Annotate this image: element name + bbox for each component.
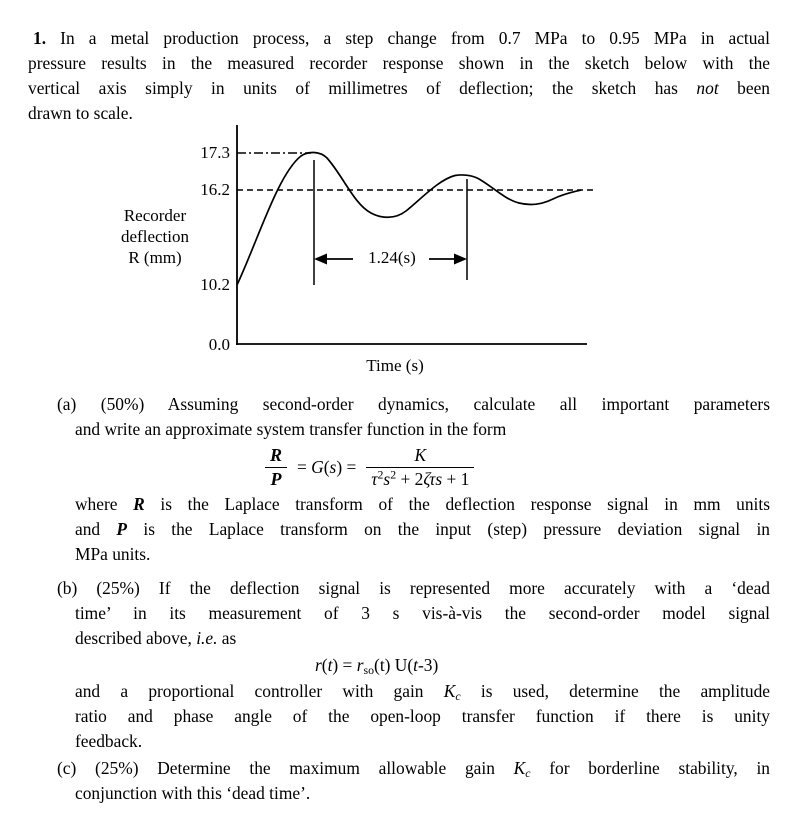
equation-middle: = G(s) =: [297, 456, 357, 477]
x-axis-title: Time (s): [366, 356, 424, 375]
text-line: described above, i.e. as: [75, 628, 237, 648]
part-c: [57, 756, 770, 806]
second-order-denominator: $\tau^2s^2 + 2\zeta\tau s + 1$: [366, 467, 474, 491]
text-line: pressure results in the measured recorder response shown in the sketch below with the: [28, 53, 770, 73]
tick-overshoot: 17.3: [200, 143, 230, 162]
text-line: MPa units.: [75, 544, 151, 564]
part-b-intro-text: [57, 576, 770, 651]
tick-steady: 16.2: [200, 180, 230, 199]
y-axis-title-line: R (mm): [128, 248, 182, 267]
part-a-intro-text: [57, 392, 770, 442]
text-line: drawn to scale.: [28, 103, 133, 123]
part-a-where-text: [75, 492, 770, 567]
dead-time-equation: $r(t) = r_{so}(t)$ U(t-3): [315, 655, 439, 677]
laplace-R: R: [270, 444, 283, 465]
text-line: and P is the Laplace transform on the input (step) pressure deviation signal in: [75, 519, 770, 539]
text-line: conjunction with this ‘dead time’.: [75, 783, 311, 803]
y-axis-title-line: Recorder: [123, 206, 187, 225]
text-line: (c) (25%) Determine the maximum allowable gain $K_c$ for borderline stability, in: [57, 758, 770, 780]
text-line: and a proportional controller with gain $K_c$ is used, determine the amplitude: [75, 681, 770, 703]
lhs-fraction: [265, 444, 287, 491]
text-line: time’ in its measurement of 3 s vis-à-vis the second-order model signal: [75, 603, 770, 623]
text-line: 1. In a metal production process, a step change from 0.7 MPa to 0.95 MPa in actual: [33, 28, 770, 48]
tick-initial: 10.2: [200, 275, 230, 294]
problem-statement: [28, 26, 770, 126]
text-line: feedback.: [75, 731, 143, 751]
period-label: 1.24(s): [356, 247, 428, 268]
part-a: [57, 392, 770, 567]
transfer-function-equation: [265, 442, 770, 492]
text-line: vertical axis simply in units of millimetres of deflection; the sketch has not been: [28, 78, 770, 98]
text-line: (b) (25%) If the deflection signal is represented more accurately with a ‘dead: [57, 578, 770, 598]
part-b: [57, 576, 770, 754]
period-arrow-head-left: [314, 254, 327, 265]
gain-K: K: [414, 444, 427, 465]
rhs-fraction: [366, 444, 474, 491]
tick-zero: 0.0: [208, 335, 230, 354]
text-line: and write an approximate system transfer function in the form: [75, 419, 507, 439]
y-axis-title: [100, 205, 210, 268]
part-b-closing-text: [75, 679, 770, 754]
text-line: (a) (50%) Assuming second-order dynamics, calculate all important parameters: [57, 394, 770, 414]
y-axis-title-line: deflection: [121, 227, 189, 246]
part-c-text: [57, 756, 770, 806]
response-sketch: [100, 122, 760, 377]
text-line: ratio and phase angle of the open-loop transfer function if there is unity: [75, 706, 770, 726]
period-arrow-head-right: [454, 254, 467, 265]
laplace-P: P: [265, 467, 287, 491]
text-line: where R is the Laplace transform of the deflection response signal in mm units: [75, 494, 770, 514]
